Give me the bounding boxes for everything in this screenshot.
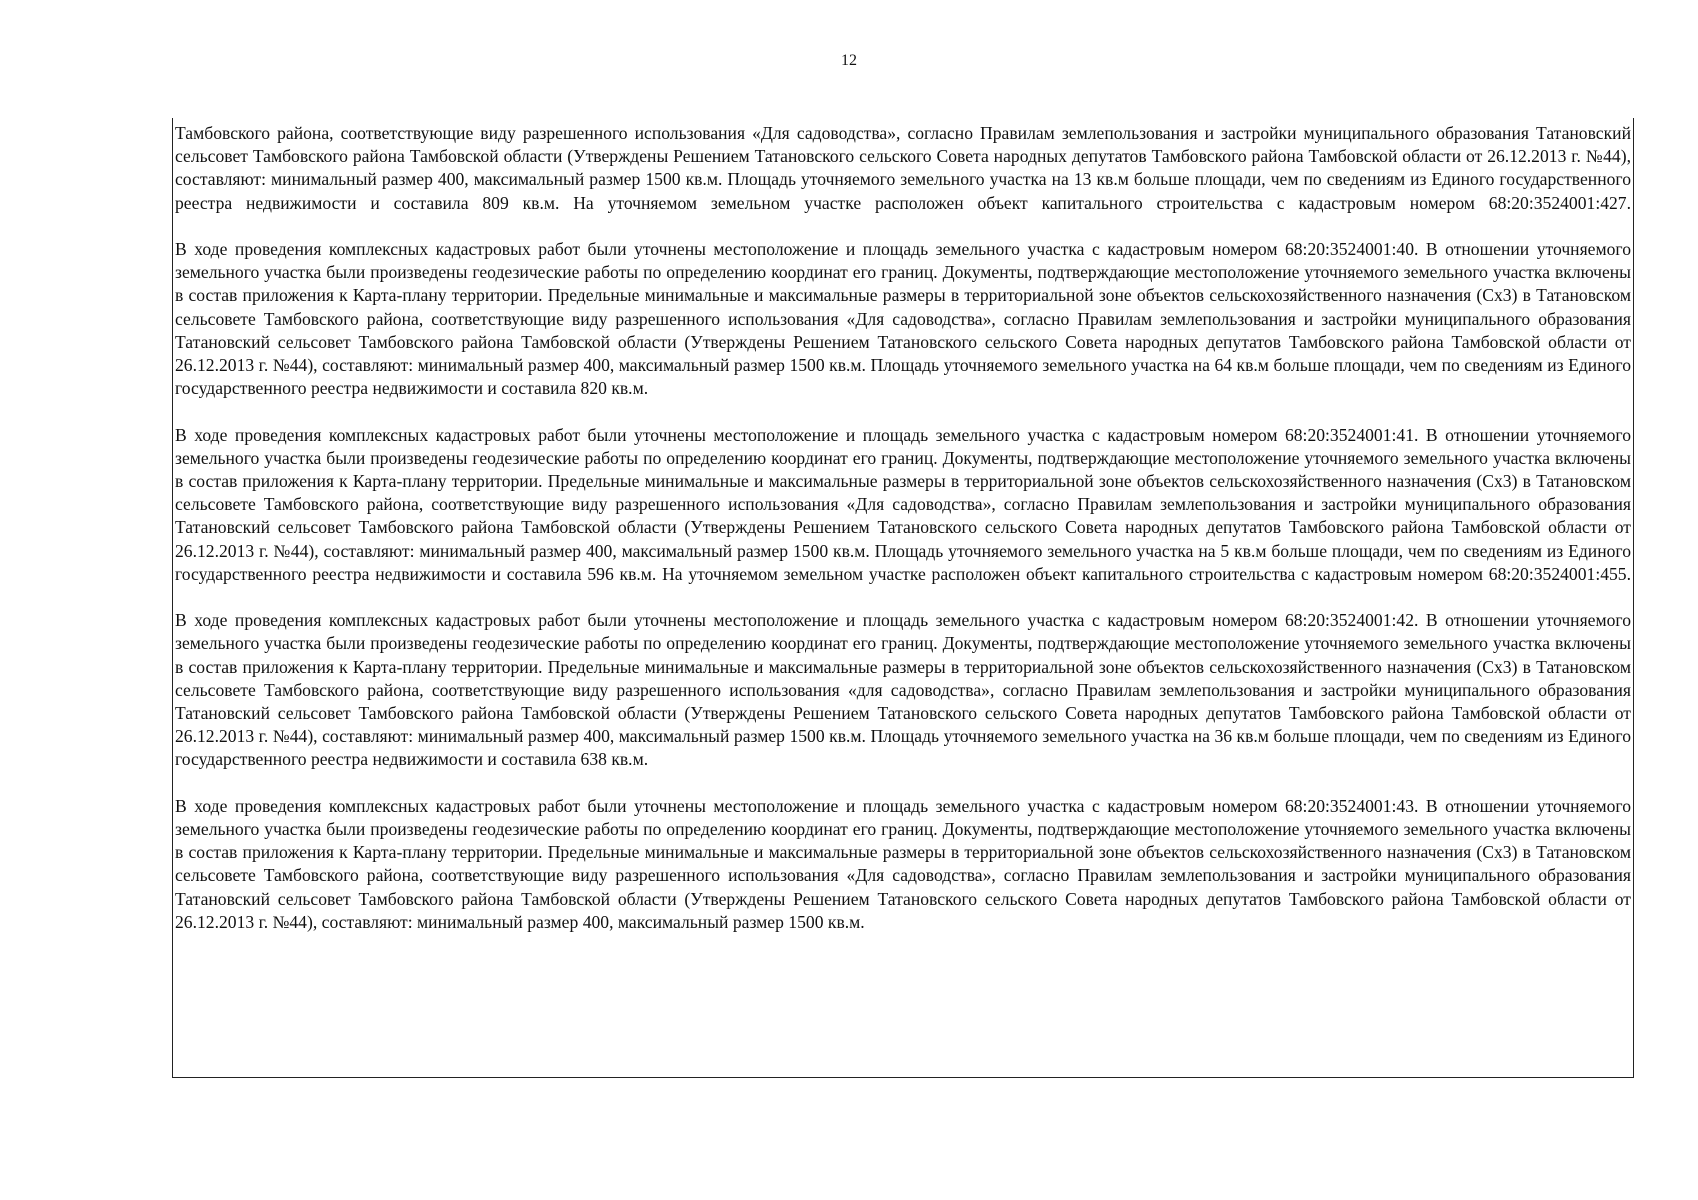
paragraph-2: В ходе проведения комплексных кадастровых работ были уточнены местоположение и площадь земельного участка с кадастровым номером 68:20:3524001:40. В отношении уточняемого земельного участка были произведены геодезические работы по определению координат его границ. Документы, подтверждающие местоположение уточняемого земельного участка включены в состав приложения к Карта-плану территории. Предельные минимальные и максимальные размеры в территориальной зоне объектов сельскохозяйственного назначения (Сх3) в Татановском сельсовете Тамбовского района, соответствующие виду разрешенного использования «Для садоводства», согласно Правилам землепользования и застройки муниципального образования Татановский сельсовет Тамбовского района Тамбовской области (Утверждены Решением Татановского сельского Совета народных депутатов Тамбовского района Тамбовской области от 26.12.2013 г. №44), составляют: минимальный размер 400, максимальный размер 1500 кв.м. Площадь уточняемого земельного участка на 64 кв.м больше площади, чем по сведениям из Единого государственного реестра недвижимости и составила 820 кв.м. (175, 239, 1631, 399)
paragraph-4: В ходе проведения комплексных кадастровых работ были уточнены местоположение и площадь земельного участка с кадастровым номером 68:20:3524001:42. В отношении уточняемого земельного участка были произведены геодезические работы по определению координат его границ. Документы, подтверждающие местоположение уточняемого земельного участка включены в состав приложения к Карта-плану территории. Предельные минимальные и максимальные размеры в территориальной зоне объектов сельскохозяйственного назначения (Сх3) в Татановском сельсовете Тамбовского района, соответствующие виду разрешенного использования «для садоводства», согласно Правилам землепользования и застройки муниципального образования Татановский сельсовет Тамбовского района Тамбовской области (Утверждены Решением Татановского сельского Совета народных депутатов Тамбовского района Тамбовской области от 26.12.2013 г. №44), составляют: минимальный размер 400, максимальный размер 1500 кв.м. Площадь уточняемого земельного участка на 36 кв.м больше площади, чем по сведениям из Единого государственного реестра недвижимости и составила 638 кв.м. (175, 610, 1631, 770)
page-number: 12 (841, 52, 857, 69)
paragraph-3: В ходе проведения комплексных кадастровых работ были уточнены местоположение и площадь земельного участка с кадастровым номером 68:20:3524001:41. В отношении уточняемого земельного участка были произведены геодезические работы по определению координат его границ. Документы, подтверждающие местоположение уточняемого земельного участка включены в состав приложения к Карта-плану территории. Предельные минимальные и максимальные размеры в территориальной зоне объектов сельскохозяйственного назначения (Сх3) в Татановском сельсовете Тамбовского района, соответствующие виду разрешенного использования «Для садоводства», согласно Правилам землепользования и застройки муниципального образования Татановский сельсовет Тамбовского района Тамбовской области (Утверждены Решением Татановского сельского Совета народных депутатов Тамбовского района Тамбовской области от 26.12.2013 г. №44), составляют: минимальный размер 400, максимальный размер 1500 кв.м. Площадь уточняемого земельного участка на 5 кв.м больше площади, чем по сведениям из Единого государственного реестра недвижимости и составила 596 кв.м. На уточняемом земельном участке расположен объект капитального строительства с кадастровым номером 68:20:3524001:455. (175, 424, 1631, 584)
paragraph-1: Тамбовского района, соответствующие виду разрешенного использования «Для садоводства», согласно Правилам землепользования и застройки муниципального образования Татановский сельсовет Тамбовского района Тамбовской области (Утверждены Решением Татановского сельского Совета народных депутатов Тамбовского района Тамбовской области от 26.12.2013 г. №44), составляют: минимальный размер 400, максимальный размер 1500 кв.м. Площадь уточняемого земельного участка на 13 кв.м больше площади, чем по сведениям из Единого государственного реестра недвижимости и составила 809 кв.м. На уточняемом земельном участке расположен объект капитального строительства с кадастровым номером 68:20:3524001:427. (175, 123, 1631, 213)
paragraph-5: В ходе проведения комплексных кадастровых работ были уточнены местоположение и площадь земельного участка с кадастровым номером 68:20:3524001:43. В отношении уточняемого земельного участка были произведены геодезические работы по определению координат его границ. Документы, подтверждающие местоположение уточняемого земельного участка включены в состав приложения к Карта-плану территории. Предельные минимальные и максимальные размеры в территориальной зоне объектов сельскохозяйственного назначения (Сх3) в Татановском сельсовете Тамбовского района, соответствующие виду разрешенного использования «Для садоводства», согласно Правилам землепользования и застройки муниципального образования Татановский сельсовет Тамбовского района Тамбовской области (Утверждены Решением Татановского сельского Совета народных депутатов Тамбовского района Тамбовской области от 26.12.2013 г. №44), составляют: минимальный размер 400, максимальный размер 1500 кв.м. (175, 795, 1631, 932)
text-frame (172, 118, 1634, 1078)
